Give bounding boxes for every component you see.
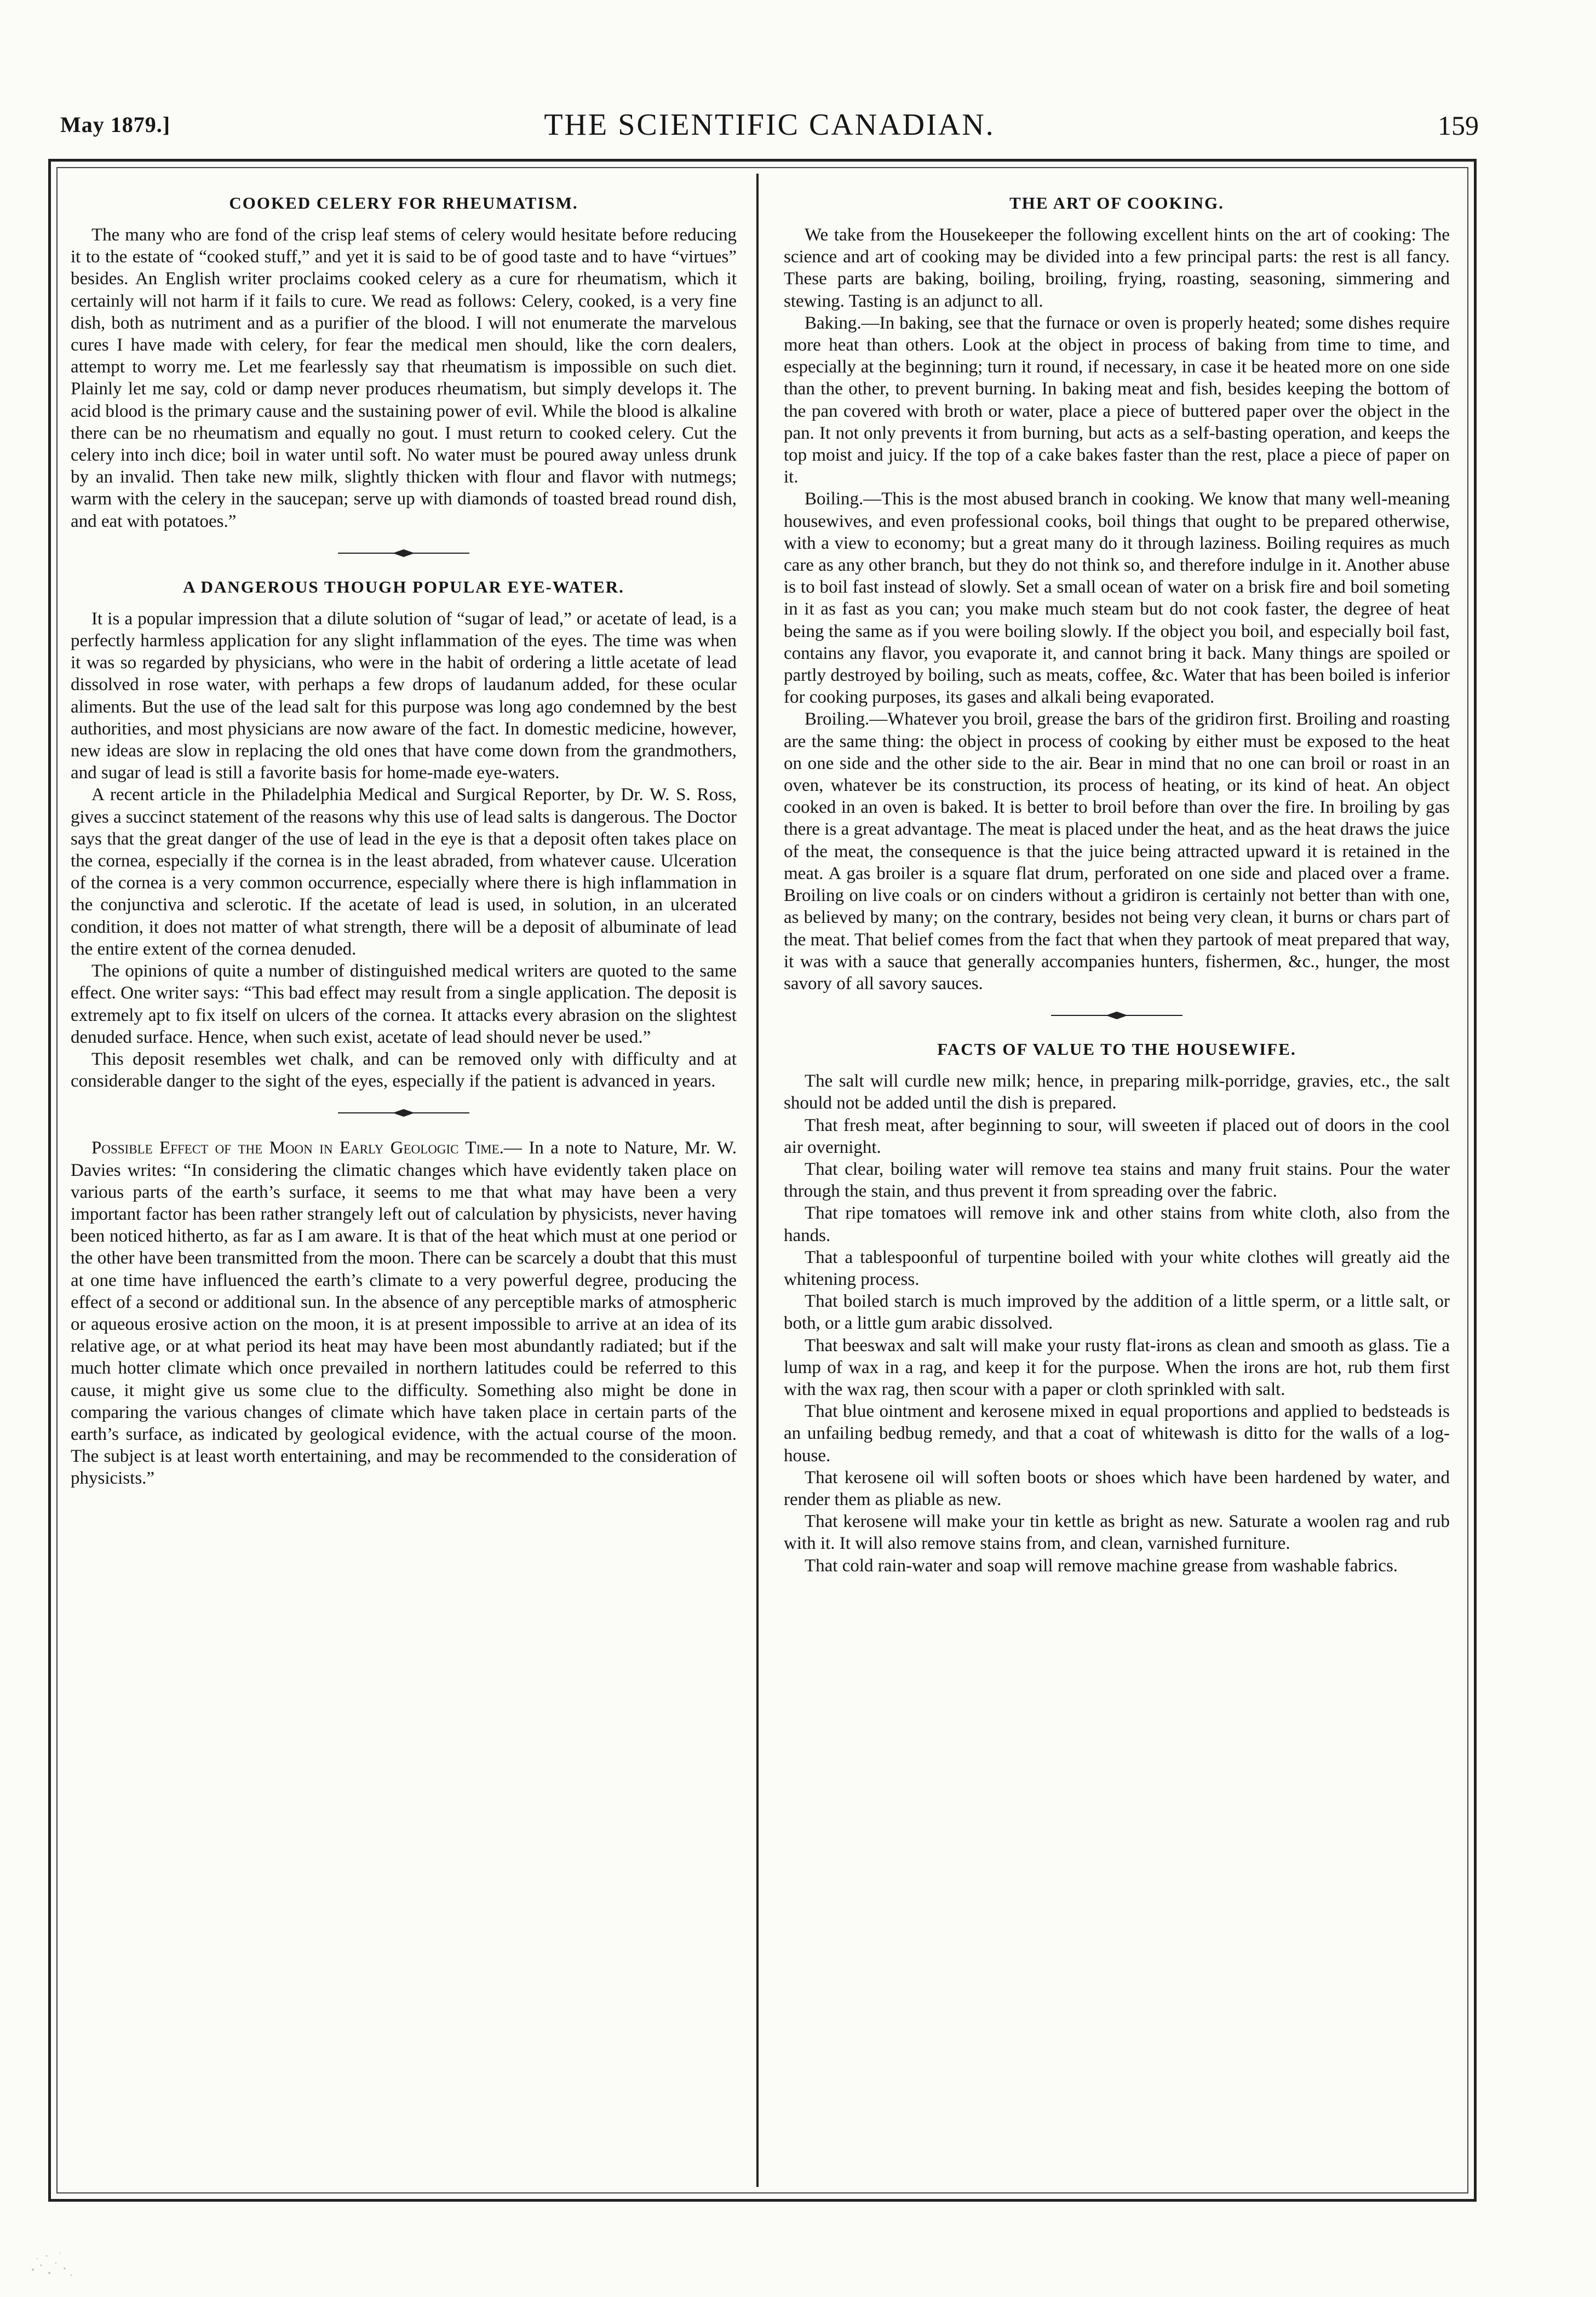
journal-title: THE SCIENTIFIC CANADIAN. [544,108,995,142]
fact-paragraph: That boiled starch is much improved by the addition of a little sperm, or a little salt, or both, or a little gum arabic dissolved. [784,1291,1450,1334]
article-paragraph: The opinions of quite a number of distinguished medical writers are quoted to the same effect. One writer says: “This bad effect may result from a single application. The deposit is extremely apt to fix itself on ulcers of the cornea. It attacks every abrasion on the slightest denuded surface. Hence, when such exist, acetate of lead should never be used.” [71,961,737,1047]
article-paragraph: Baking.—In baking, see that the furnace or oven is properly heated; some dishes require more heat than others. Look at the object in process of baking from time to time, and especially at the beginning; turn it round, if necessary, in case it be heated more on one side than the other, to prevent burning. In baking meat and fish, besides keeping the bottom of the pan covered with broth or water, place a piece of buttered paper over the object in the pan. It not only prevents it from burning, but acts as a self-basting operation, and keeps the top moist and juicy. If the top of a cake bakes faster than the rest, place a piece of paper on it. [784,313,1450,487]
section-divider-ornament [71,548,737,559]
fact-paragraph: That ripe tomatoes will remove ink and other stains from white cloth, also from the hands. [784,1203,1450,1245]
article-paragraph-with-lead [71,1137,737,1489]
fact-paragraph: That fresh meat, after beginning to sour, will sweeten if placed out of doors in the cool air overnight. [784,1115,1450,1157]
article-heading: FACTS OF VALUE TO THE HOUSEWIFE. [937,1040,1296,1059]
fact-paragraph: That clear, boiling water will remove tea stains and many fruit stains. Pour the water through the stain, and thus prevent it from spreading over the fabric. [784,1159,1450,1202]
right-column [784,193,1450,1592]
article-moon-effect [71,1137,737,1489]
running-head [60,107,1479,146]
article-eye-water [71,577,737,1092]
article-cooked-celery [71,193,737,532]
fact-paragraph: That a tablespoonful of turpentine boiled with your white clothes will greatly aid the whitening process. [784,1247,1450,1289]
section-divider-ornament [784,1010,1450,1021]
column-rule [756,174,759,2187]
fact-paragraph: That kerosene will make your tin kettle as bright as new. Saturate a woolen rag and rub with it. It will also remove stains from, and clean, varnished furniture. [784,1512,1450,1554]
article-paragraph: The many who are fond of the crisp leaf stems of celery would hesitate before reducing it to the estate of “cooked stuff,” and yet it is said to be of good taste and to have “virtues” besides. An English writer proclaims cooked celery as a cure for rheumatism, which it certainly will not harm if it fails to cure. We read as follows: Celery, cooked, is a very fine dish, both as nutriment and as a purifier of the blood. I will not enumerate the marvelous cures I have made with celery, for fear the medical men should, like the corn dealers, attempt to worry me. Let me fearlessly say that rheumatism is impossible on such diet. Plainly let me say, cold or damp never produces rheumatism, but simply develops it. The acid blood is the primary cause and the sustaining power of evil. While the blood is alkaline there can be no rheumatism and equally no gout. I must return to cooked celery. Cut the celery into inch dice; boil in water until soft. No water must be poured away unless drunk by an invalid. Then take new milk, slightly thicken with flour and flavor with nutmegs; warm with the celery in the saucepan; serve up with diamonds of toasted bread round dish, and eat with potatoes.” [71,225,737,531]
section-divider-ornament [71,1107,737,1118]
article-paragraph: This deposit resembles wet chalk, and can be removed only with difficulty and at considerable danger to the sight of the eyes, especially if the patient is advanced in years. [71,1049,737,1092]
scan-artifact [22,2237,104,2281]
issue-date: May 1879.] [60,112,171,137]
article-heading: THE ART OF COOKING. [1009,193,1224,213]
fact-paragraph: The salt will curdle new milk; hence, in preparing milk-porridge, gravies, etc., the salt should not be added until the dish is prepared. [784,1071,1450,1113]
fact-paragraph: That kerosene oil will soften boots or shoes which have been hardened by water, and render them as pliable as new. [784,1467,1450,1509]
article-paragraph: It is a popular impression that a dilute solution of “sugar of lead,” or acetate of lead, is a perfectly harmless application for any slight inflammation of the eyes. The time was when it was so regarded by physicians, who were in the habit of ordering a little acetate of lead dissolved in rose water, with perhaps a few drops of laudanum added, for these ocular aliments. But the use of the lead salt for this purpose was long ago condemned by the best authorities, and most physicians are now aware of the fact. In domestic medicine, however, new ideas are slow in replacing the old ones that have come down from the grandmothers, and sugar of lead is still a favorite basis for home-made eye-waters. [71,608,737,783]
article-paragraph: A recent article in the Philadelphia Medical and Surgical Reporter, by Dr. W. S. Ross, gives a succinct statement of the reasons why this use of lead salts is dangerous. The Doctor says that the great danger of the use of lead in the eye is that a deposit often takes place on the cornea, especially if the cornea is in the least abraded, from whatever cause. Ulceration of the cornea is a very common occurrence, especially where there is high inflammation in the conjunctiva and sclerotic. If the acetate of lead is used, in solution, in an ulcerated condition, it does not matter of what strength, there will be a deposit of albuminate of lead the entire extent of the cornea denuded. [71,785,737,959]
fact-paragraph: That beeswax and salt will make your rusty flat-irons as clean and smooth as glass. Tie a lump of wax in a rag, and keep it for the purpose. When the irons are hot, rub them first with the wax rag, then scour with a paper or cloth sprinkled with salt. [784,1335,1450,1399]
article-paragraph: Boiling.—This is the most abused branch in cooking. We know that many well-meaning housewives, and even professional cooks, boil things that ought to be prepared otherwise, with a view to economy; but a great many do it through laziness. Boiling requires as much care as any other branch, but they do not think so, and therefore indulge in it. Another abuse is to boil fast instead of slowly. Set a small ocean of water on a brisk fire and boil someting in it as fast as you can; you make much steam but do not cook faster, the degree of heat being the same as if you were boiling slowly. If the object you boil, and especially boil fast, contains any flavor, you evaporate it, and cannot bring it back. Many things are spoiled or partly destroyed by boiling, such as meats, coffee, &c. Water that has been boiled is inferior for cooking purposes, its gases and alkali being evaporated. [784,489,1450,708]
fact-paragraph: That blue ointment and kerosene mixed in equal proportions and applied to bedsteads is an unfailing bedbug remedy, and that a coat of whitewash is ditto for the walls of a log-house. [784,1402,1450,1466]
left-column [71,193,737,1505]
article-art-of-cooking [784,193,1450,995]
article-paragraph: Broiling.—Whatever you broil, grease the bars of the gridiron first. Broiling and roasting are the same thing: the object in process of cooking by either must be exposed to the heat on one side and the other side to the air. Bear in mind that no one can broil or roast in an oven, whatever be its construction, its process of heating, or its kind of heat. An object cooked in an oven is baked. It is better to broil before than over the fire. In broiling by gas there is a great advantage. The meat is placed under the heat, and as the heat draws the juice of the meat, the consequence is that the juice being attracted upward it is retained in the meat. A gas broiler is a square flat drum, perforated on one side and placed over a frame. Broiling on live coals or on cinders without a gridiron is certainly not better than with one, as believed by many; on the contrary, besides not being very clean, it burns or chars part of the meat. That belief comes from the fact that when they partook of meat prepared that way, it was with a sauce that generally accompanies hunters, fishermen, &c., hunger, the most savory of all savory sauces. [784,709,1450,994]
article-heading: COOKED CELERY FOR RHEUMATISM. [229,193,578,213]
article-housewife-facts [784,1040,1450,1577]
article-paragraph: We take from the Housekeeper the following excellent hints on the art of cooking: The science and art of cooking may be divided into a few principal parts: the rest is all fancy. These parts are baking, boiling, broiling, frying, roasting, seasoning, simmering and stewing. Tasting is an adjunct to all. [784,225,1450,311]
page-number: 159 [1438,110,1479,141]
article-heading: A DANGEROUS THOUGH POPULAR EYE-WATER. [183,577,624,596]
article-paragraph: In a note to Nature, Mr. W. Davies writes: “In considering the climatic changes which have evidently taken place on various parts of the earth’s surface, it seems to me that what may have been a very important factor has been rather strangely left out of calculation by physicists, never having been noticed hitherto, as far as I am aware. It is that of the heat which must at one period or the other have been transmitted from the moon. There can be scarcely a doubt that this must at one time have influenced the earth’s climate to a very powerful degree, producing the effect of a second or additional sun. In the absence of any perceptible marks of atmospheric or aqueous erosive action on the moon, it is at present impossible to arrive at an idea of its relative age, or at what period its heat may have been most abundantly radiated; but if the much hotter climate which once prevailed in northern latitudes could be referred to this cause, it might give us some clue to the difficulty. Something also might be done in comparing the various changes of climate which have taken place in certain parts of the earth’s surface, as indicated by geological evidence, with the actual course of the moon. The subject is at least worth entertaining, and may be recommended to the consideration of physicists.” [71,1138,737,1489]
fact-paragraph: That cold rain-water and soap will remove machine grease from washable fabrics. [805,1555,1398,1576]
article-lead-in: Possible Effect of the Moon in Early Geologic Time.— [91,1138,522,1158]
page-frame [48,159,1477,2202]
